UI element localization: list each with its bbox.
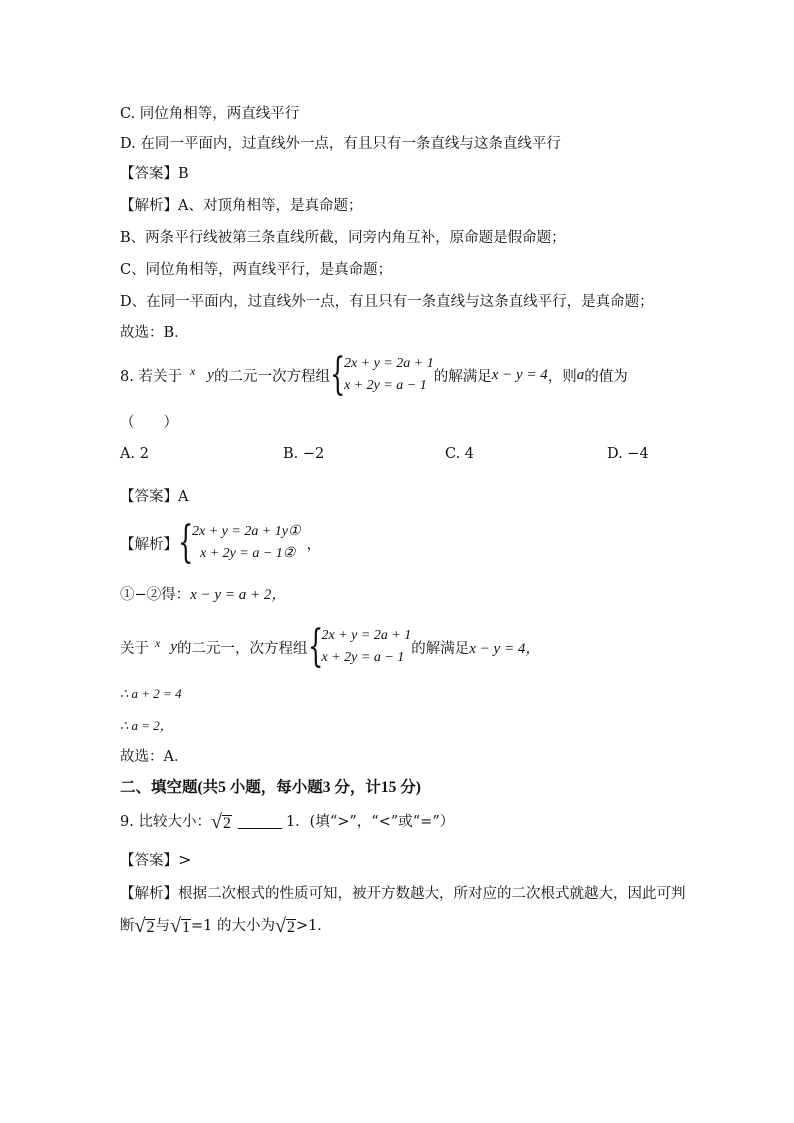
answer-value: A [178,489,189,505]
q9-prefix: 9. 比较大小： [120,814,211,830]
analysis-2-step-3: ∴ a + 2 = 4 [120,686,182,701]
analysis-1-line-2: B、两条平行线被第三条直线所截，同旁内角互补，原命题是假命题； [120,230,566,246]
question-9 [120,812,454,832]
sqrt-symbol: √ 1 [169,915,190,937]
option-d2: D. −4 [607,446,649,462]
equation-2: x + 2y = a − 1 [321,650,405,665]
answer-label: 【答案】 [120,489,178,505]
q8-after: 的解满足 [433,368,492,385]
q8-paren: （ ） [120,415,178,431]
var-x: x [155,635,161,650]
answer-3 [120,850,191,871]
text-d: >1． [295,918,332,934]
condition: x − y = 4 [491,366,548,383]
q8-tail1: ，则 [547,368,577,385]
sqrt-symbol: √ 2 [210,811,231,833]
analysis-2-step-5: 故选：A． [120,749,189,765]
analysis-1-line-1 [120,196,362,216]
answer-blank[interactable] [238,814,282,829]
equation-2: x + 2y = a − 1 [343,378,427,393]
analysis-1-line-5: 故选：B． [120,325,189,341]
sqrt-symbol: √ 2 [134,915,155,937]
analysis-2-system [120,517,322,568]
q8-prefix: 8. 若关于 [120,368,182,385]
section-title: 二、填空题(共5 小题，每小题3 分，计15 分) [120,779,421,796]
option-d: D. 在同一平面内，过直线外一点，有且只有一条直线与这条直线平行 [120,136,561,152]
answer-value: > [178,850,192,869]
sqrt-symbol: √ 2 [274,915,295,937]
analysis-1-line-3: C、同位角相等，两直线平行，是真命题； [120,262,393,278]
analysis-text: A、对顶角相等，是真命题； [178,198,363,214]
var-x: x [189,363,196,378]
analysis-2-step-4: ∴ a = 2， [120,718,173,733]
var-a: a [576,366,585,383]
answer-label: 【答案】 [120,853,178,869]
var-y: y [170,638,177,655]
text-c: =1 的大小为 [190,918,275,934]
analysis-2-step-1 [120,585,286,605]
analysis-label: 【解析】 [120,886,178,902]
step-cond: x − y = 4， [469,640,541,657]
q8-tail2: 的值为 [584,368,628,385]
analysis-2-step-2 [120,621,541,672]
equation-1: 2x + y = 2a + 1 [321,628,412,643]
question-8 [120,349,628,400]
step-prefix: ①−②得： [120,587,191,603]
step-expr: x − y = a + 2， [190,587,287,603]
analysis-3-line-1 [120,884,686,904]
q9-suffix: 1．(填“>”，“<”或“=”） [285,814,455,830]
answer-value: B [178,166,189,182]
option-c: C. 同位角相等，两直线平行 [120,106,300,122]
option-c2: C. 4 [445,446,475,462]
text-a: 断 [120,918,135,934]
equation-2: x + 2y = a − 1② [200,546,296,561]
equation-system [192,521,301,565]
analysis-3-line-2 [120,916,332,936]
brace: { [307,621,323,672]
analysis-label: 【解析】 [120,536,178,553]
comma: ， [306,536,322,553]
step-mid: 的二元一，次方程组 [177,640,308,657]
text-b: 与 [155,918,170,934]
q8-mid: 的二元一次方程组 [213,368,330,385]
answer-2 [120,487,188,507]
option-a: A. 2 [120,446,149,462]
step-after: 的解满足 [411,640,470,657]
brace: { [178,517,194,568]
equation-system [344,353,434,397]
analysis-label: 【解析】 [120,198,178,214]
answer-1 [120,164,189,184]
equation-1: 2x + y = 2a + 1y① [192,524,301,539]
brace: { [329,349,346,400]
answer-label: 【答案】 [120,166,178,182]
analysis-1-line-4: D、在同一平面内，过直线外一点，有且只有一条直线与这条直线平行，是真命题； [120,294,654,310]
var-y: y [207,366,214,383]
step-prefix: 关于 [120,640,149,657]
option-b: B. −2 [283,446,325,462]
analysis-text: 根据二次根式的性质可知，被开方数越大，所对应的二次根式就越大，因此可判 [178,886,686,902]
equation-system [322,625,412,669]
equation-1: 2x + y = 2a + 1 [343,356,434,371]
